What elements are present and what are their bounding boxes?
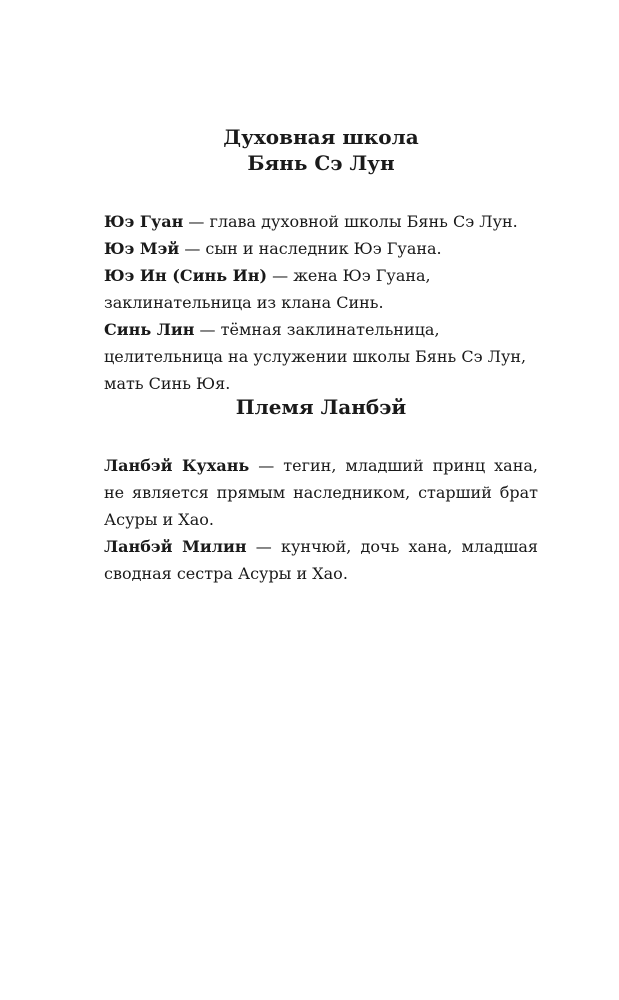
section-heading-tribe: Племя Ланбэй bbox=[235, 395, 407, 419]
character-description: — кунчюй, дочь хана, младшая сводная сестра Асуры и Хао. bbox=[104, 537, 539, 583]
character-name: Юэ Гуан bbox=[104, 212, 184, 231]
character-name: Ланбэй Милин bbox=[104, 537, 247, 556]
character-entry bbox=[104, 208, 538, 235]
school-character-list bbox=[104, 208, 538, 397]
heading-line-2: Бянь Сэ Лун bbox=[247, 151, 395, 175]
character-name: Синь Лин bbox=[104, 320, 195, 339]
character-name: Юэ Мэй bbox=[104, 239, 180, 258]
character-description: — тёмная заклинательница, целительница на услужении школы Бянь Сэ Лун, мать Синь Юя. bbox=[104, 320, 527, 393]
tribe-character-list bbox=[104, 452, 538, 587]
character-entry bbox=[104, 235, 538, 262]
heading-line-1: Духовная школа bbox=[223, 125, 419, 149]
character-description: — глава духовной школы Бянь Сэ Лун. bbox=[183, 212, 518, 231]
character-description: — тегин, младший принц хана, не является прямым наследником, старший брат Асуры и Хао. bbox=[104, 456, 539, 529]
character-entry bbox=[104, 452, 538, 533]
character-entry bbox=[104, 262, 538, 316]
character-name: Юэ Ин (Синь Ин) bbox=[104, 266, 268, 285]
character-name: Ланбэй Кухань bbox=[104, 456, 250, 475]
section-heading-school bbox=[104, 124, 538, 176]
character-entry bbox=[104, 316, 538, 397]
character-entry bbox=[104, 533, 538, 587]
character-description: — сын и наследник Юэ Гуана. bbox=[179, 239, 442, 258]
character-description: — жена Юэ Гуана, заклинательница из клана Синь. bbox=[104, 266, 431, 312]
